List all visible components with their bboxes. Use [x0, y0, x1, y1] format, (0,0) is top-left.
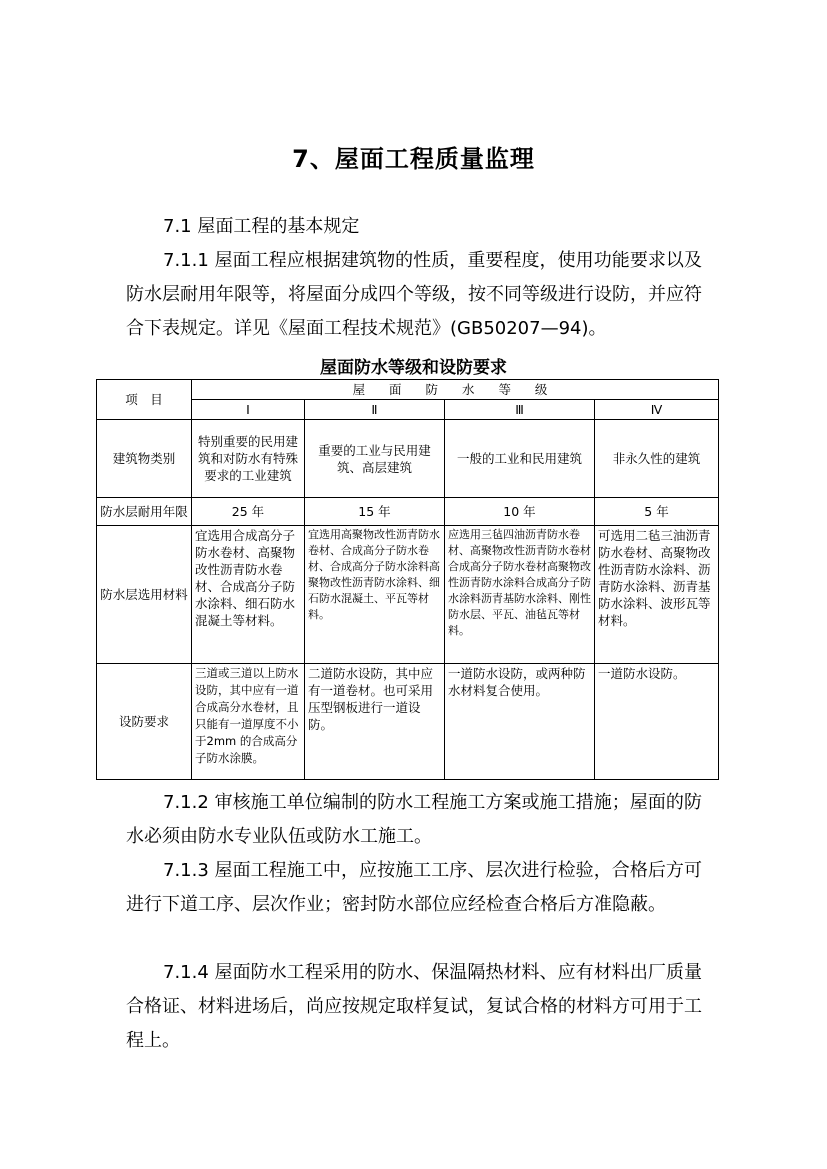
table-row-materials: [97, 526, 719, 664]
row-label: 建筑物类别: [97, 420, 192, 498]
row-label: 防水层耐用年限: [97, 498, 192, 526]
section-heading-7-1: 7.1 屋面工程的基本规定: [163, 216, 360, 237]
table-cell: 重要的工业与民用建筑、高层建筑: [305, 420, 445, 498]
table-cell: 一道防水设防，或两种防水材料复合使用。: [445, 664, 595, 780]
paragraph-7-1-2: 7.1.2 审核施工单位编制的防水工程施工方案或施工措施；屋面的防水必须由防水专业队伍或防水工施工。: [126, 792, 702, 847]
grade-1: Ⅰ: [192, 400, 305, 420]
table-row-service-life: [97, 498, 719, 526]
table-cell: 特别重要的民用建筑和对防水有特殊要求的工业建筑: [192, 420, 305, 498]
paragraph-7-1-1: 7.1.1 屋面工程应根据建筑物的性质，重要程度，使用功能要求以及防水层耐用年限等，将屋面分成四个等级，按不同等级进行设防，并应符合下表规定。详见《屋面工程技术规范》(GB50207—94)。: [126, 250, 702, 339]
paragraph-7-1-4: 7.1.4 屋面防水工程采用的防水、保温隔热材料、应有材料出厂质量合格证、材料进场后，尚应按规定取样复试，复试合格的材料方可用于工程上。: [126, 962, 702, 1051]
row-label: 设防要求: [97, 664, 192, 780]
table-cell: 应选用三毡四油沥青防水卷材、高聚物改性沥青防水卷材合成高分子防水卷材高聚物改性沥青防水涂料合成高分子防水涂料沥青基防水涂料、刚性防水层、平瓦、油毡瓦等材料。: [445, 526, 595, 664]
table-cell: 非永久性的建筑: [595, 420, 719, 498]
table-cell: 宜选用合成高分子防水卷材、高聚物改性沥青防水卷材、合成高分子防水涂料、细石防水混凝土等材料。: [192, 526, 305, 664]
table-cell: 三道或三道以上防水设防，其中应有一道合成高分水卷材，且只能有一道厚度不小于2mm 的合成高分子防水涂膜。: [192, 664, 305, 780]
grade-4: Ⅳ: [595, 400, 719, 420]
table-cell: 一道防水设防。: [595, 664, 719, 780]
table-cell: 二道防水设防，其中应有一道卷材。也可采用压型钢板进行一道设防。: [305, 664, 445, 780]
table-cell: 一般的工业和民用建筑: [445, 420, 595, 498]
table-cell: 15 年: [305, 498, 445, 526]
table-cell: 可选用二毡三油沥青防水卷材、高聚物改性沥青防水涂料、沥青防水涂料、沥青基防水涂料、波形瓦等材料。: [595, 526, 719, 664]
header-item-cell: 项 目: [97, 380, 192, 420]
table-header-row: [97, 380, 719, 400]
table-cell: 5 年: [595, 498, 719, 526]
row-label: 防水层选用材料: [97, 526, 192, 664]
paragraph-7-1-3: 7.1.3 屋面工程施工中，应按施工工序、层次进行检验，合格后方可进行下道工序、层次作业；密封防水部位应经检查合格后方准隐蔽。: [126, 860, 702, 915]
table-row-building-category: [97, 420, 719, 498]
waterproof-grade-table: [96, 379, 719, 780]
header-grade-cell: 屋 面 防 水 等 级: [192, 380, 719, 400]
table-cell: 25 年: [192, 498, 305, 526]
table-cell: 10 年: [445, 498, 595, 526]
grade-2: Ⅱ: [305, 400, 445, 420]
table-row-requirements: [97, 664, 719, 780]
page-title: 7、屋面工程质量监理: [292, 145, 535, 173]
grade-3: Ⅲ: [445, 400, 595, 420]
table-cell: 宜选用高聚物改性沥青防水卷材、合成高分子防水卷材、合成高分子防水涂料高聚物改性沥青防水涂料、细石防水混凝土、平瓦等材料。: [305, 526, 445, 664]
table-caption: 屋面防水等级和设防要求: [320, 358, 507, 378]
